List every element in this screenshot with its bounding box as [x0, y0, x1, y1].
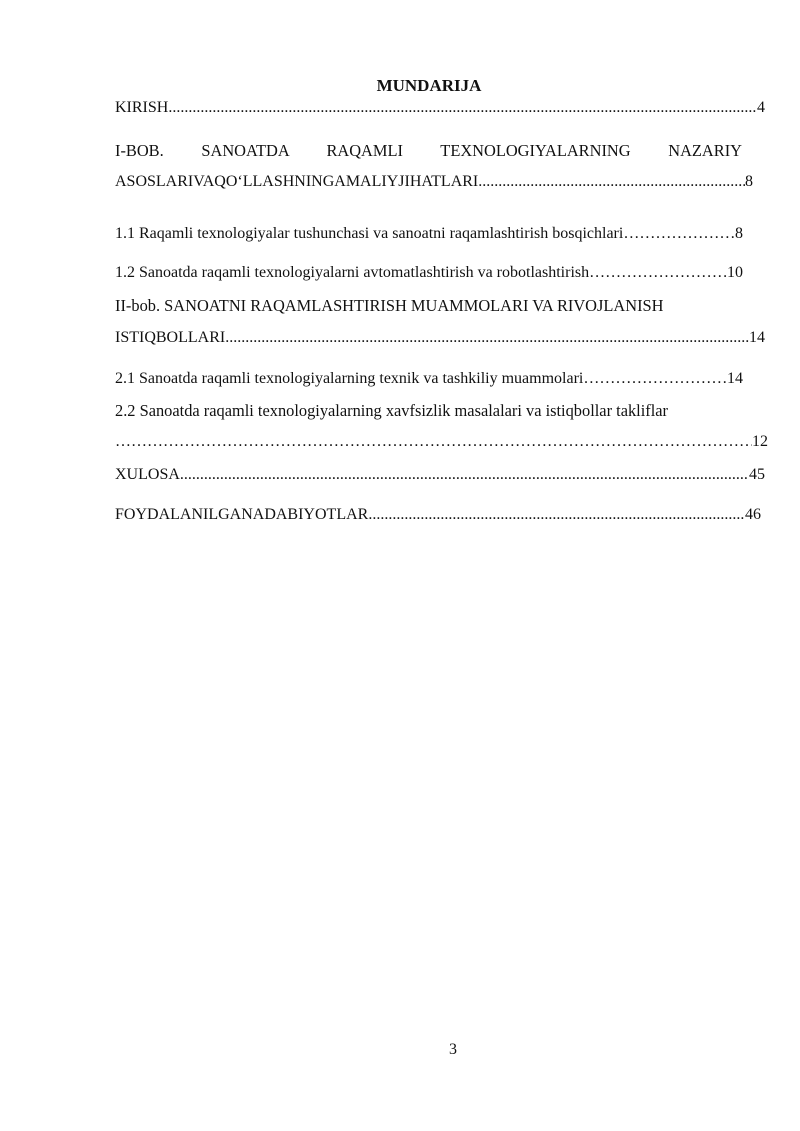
toc-entry-title: ISTIQBOLLARI — [115, 329, 226, 346]
toc-entry-page: 10 — [727, 264, 743, 281]
toc-entry-title: XULOSA — [115, 466, 180, 483]
toc-entry-section-2-2-line1[interactable]: 2.2 Sanoatda raqamli texnologiyalarning xavfsizlik masalalari va istiqbollar takliflar — [115, 401, 669, 420]
toc-entry-title: 1.2 Sanoatda raqamli texnologiyalarni avtomatlashtirish va robotlashtirish — [115, 264, 590, 281]
toc-entry-chapter2[interactable] — [115, 329, 765, 347]
toc-entry-title: FOYDALANILGANADABIYOTLAR — [115, 506, 369, 523]
toc-entry-title: KIRISH — [115, 99, 169, 116]
toc-entry-section-1-2[interactable] — [115, 264, 743, 282]
toc-entry-chapter1-line1[interactable]: I-BOB. SANOATDA RAQAMLI TEXNOLOGIYALARNING NAZARIY — [115, 141, 742, 160]
dot-leader — [583, 370, 727, 388]
toc-entry-section-1-1[interactable] — [115, 225, 743, 243]
toc-entry-xulosa[interactable] — [115, 466, 765, 484]
toc-entry-page: 8 — [735, 225, 743, 242]
toc-entry-kirish[interactable] — [115, 99, 765, 117]
toc-entry-page: 12 — [752, 433, 768, 450]
toc-entry-page: 45 — [749, 466, 765, 483]
toc-entry-title: 1.1 Raqamli texnologiyalar tushunchasi va sanoatni raqamlashtirish bosqichlari — [115, 225, 624, 242]
toc-entry-title: 2.1 Sanoatda raqamli texnologiyalarning texnik va tashkiliy muammolari — [115, 370, 584, 387]
dot-leader — [623, 225, 735, 243]
toc-entry-title: ASOSLARIVAQO‘LLASHNINGAMALIYJIHATLARI — [115, 173, 479, 190]
page-title: MUNDARIJA — [376, 76, 482, 95]
toc-entry-section-2-2[interactable] — [115, 433, 768, 451]
dot-leader — [368, 506, 745, 524]
dot-leader — [589, 264, 727, 282]
toc-entry-page: 8 — [745, 173, 753, 190]
toc-entry-page: 46 — [745, 506, 761, 523]
toc-entry-page: 4 — [757, 99, 765, 116]
page-number: 3 — [449, 1041, 457, 1058]
dot-leader — [180, 466, 749, 484]
toc-entry-page: 14 — [727, 370, 743, 387]
toc-entry-page: 14 — [749, 329, 765, 346]
toc-entry-adabiyotlar[interactable] — [115, 506, 761, 524]
toc-entry-chapter2-line1[interactable]: II-bob. SANOATNI RAQAMLASHTIRISH MUAMMOLARI VA RIVOJLANISH — [115, 296, 664, 315]
toc-entry-chapter1[interactable] — [115, 173, 753, 191]
dot-leader — [115, 433, 752, 451]
dot-leader — [225, 329, 749, 347]
dot-leader — [478, 173, 745, 191]
dot-leader — [168, 99, 757, 117]
toc-entry-section-2-1[interactable] — [115, 370, 743, 388]
